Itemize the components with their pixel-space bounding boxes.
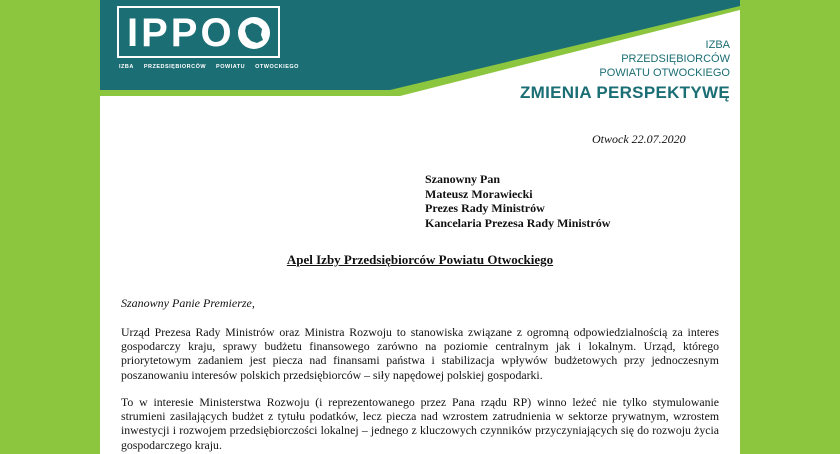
recipient-line: Kancelaria Prezesa Rady Ministrów [425, 215, 611, 230]
paragraph: Urząd Prezesa Rady Ministrów oraz Ministra Rozwoju to stanowiska związane z ogromną odpowiedzialnością za interes gospodarczy kraju, sprawy budżetu finansowego zarówno na poziomie centralnym jak i lokalnym. Urząd, którego priorytetowym zadaniem jest piecza nad finansami państwa i stabilizacja wpływów budżetowych przy jednoczesnym poszanowaniu interesów polskich przedsiębiorców – siły napędowej polskiej gospodarki. [121, 325, 719, 382]
recipient-line: Mateusz Morawiecki [425, 186, 533, 201]
letter-date: Otwock 22.07.2020 [592, 132, 686, 146]
logo-sub-word: PRZEDSIĘBIORCÓW [143, 64, 207, 70]
recipient-line: Prezes Rady Ministrów [425, 201, 545, 215]
greeting: Szanowny Panie Premierze, [121, 296, 255, 310]
org-line: POWIATU OTWOCKIEGO [599, 67, 730, 79]
logo-sub-word: POWIATU [216, 64, 246, 70]
org-line: IZBA [705, 39, 730, 51]
district-map-icon [237, 16, 271, 50]
recipient-block [425, 172, 610, 230]
letter-page [100, 0, 740, 454]
org-line: PRZEDSIĘBIORCÓW [621, 53, 730, 65]
logo-sub-word: OTWOCKIEGO [255, 64, 299, 70]
slogan: ZMIENIA PERSPEKTYWĘ [519, 83, 730, 102]
letter-title [100, 253, 740, 267]
ippo-logo [117, 6, 280, 58]
letter-title-text: Apel Izby Przedsiębiorców Powiatu Otwockiego [286, 252, 554, 267]
recipient-line: Szanowny Pan [425, 172, 501, 186]
logo-text: IPPO [127, 11, 235, 55]
logo-sub-word: IZBA [119, 64, 134, 70]
paragraph: To w interesie Ministerstwa Rozwoju (i reprezentowanego przez Pana rządu RP) winno leżeć nie tylko stymulowanie strumieni zasilających budżet z tytułu podatków, lecz piecza nad wzrostem zatrudnienia w sektorze prywatnym, wzrostem inwestycji i rozwojem przedsiębiorczości lokalnej – jednego z kluczowych czynników przyczyniających się do rozwoju życia gospodarczego kraju. [121, 395, 719, 452]
logo-subtitle [119, 64, 309, 70]
organization-name [520, 38, 730, 103]
